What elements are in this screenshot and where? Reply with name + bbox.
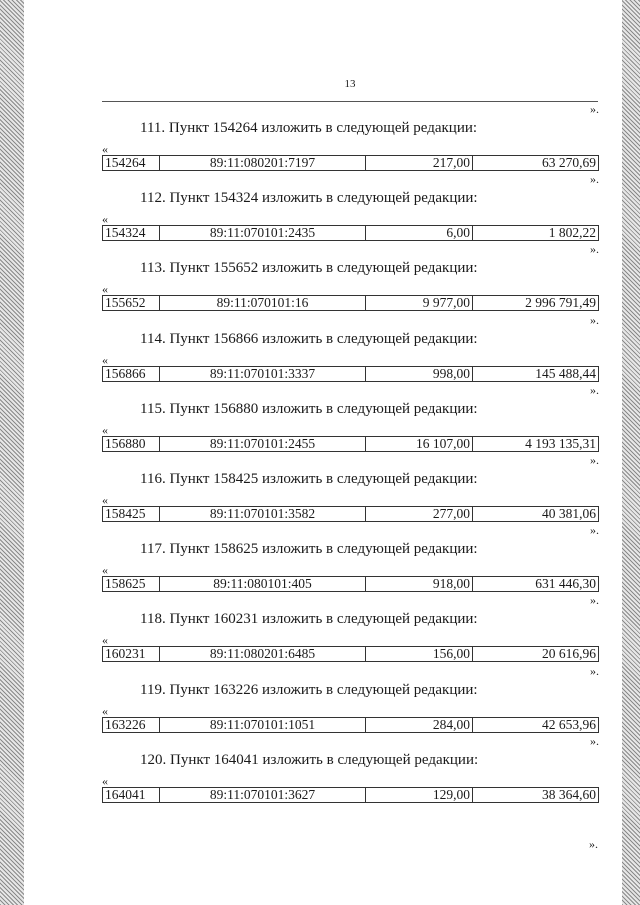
amendment-block (102, 242, 599, 312)
amendment-block (102, 172, 599, 242)
cadastral-number-cell: 89:11:070101:3627 (159, 788, 365, 802)
table-row (102, 436, 599, 452)
value-cell: 42 653,96 (472, 718, 598, 732)
item-number-cell: 163226 (105, 717, 146, 732)
amendment-heading: 120. Пункт 164041 изложить в следующей редакции: (140, 751, 479, 768)
closing-quote: ». (590, 733, 599, 748)
item-number-cell: 160231 (105, 647, 146, 662)
opening-quote: « (102, 633, 108, 648)
value-cell: 4 193 135,31 (472, 437, 598, 451)
closing-quote: ». (590, 663, 599, 678)
opening-quote: « (102, 703, 108, 718)
closing-quote: ». (590, 102, 599, 116)
opening-quote: « (102, 352, 108, 367)
table-row (102, 576, 599, 592)
cadastral-number-cell: 89:11:080101:405 (159, 577, 365, 591)
cadastral-number-cell: 89:11:070101:1051 (159, 718, 365, 732)
value-cell: 1 802,22 (472, 226, 598, 240)
item-number-cell: 154324 (105, 226, 146, 241)
amendment-block (102, 383, 599, 453)
amendment-block (102, 593, 599, 663)
table-row (102, 506, 599, 522)
item-number-cell: 158425 (105, 507, 146, 521)
amendment-block (102, 102, 599, 172)
cadastral-number-cell: 89:11:070101:3582 (159, 507, 365, 521)
closing-quote: ». (589, 837, 598, 851)
item-number-cell: 156880 (105, 436, 146, 451)
value-cell: 40 381,06 (472, 507, 598, 521)
amendment-block (102, 523, 599, 593)
table-row (102, 787, 599, 803)
table-row (102, 717, 599, 733)
closing-quote: ». (590, 593, 599, 608)
area-cell: 998,00 (365, 367, 472, 381)
opening-quote: « (102, 212, 108, 227)
amendment-block (102, 313, 599, 383)
value-cell: 38 364,60 (472, 788, 598, 802)
value-cell: 145 488,44 (472, 367, 598, 381)
cadastral-number-cell: 89:11:080201:7197 (159, 156, 365, 170)
amendment-heading: 117. Пункт 158625 изложить в следующей редакции: (140, 541, 478, 558)
item-number-cell: 158625 (105, 577, 146, 592)
table-row (102, 225, 599, 241)
area-cell: 6,00 (365, 226, 472, 240)
area-cell: 16 107,00 (365, 437, 472, 451)
item-number-cell: 156866 (105, 366, 146, 381)
closing-quote: ». (590, 453, 599, 467)
closing-quote: ». (590, 312, 599, 327)
scan-edge-right (622, 0, 640, 905)
area-cell: 9 977,00 (365, 296, 472, 310)
cadastral-number-cell: 89:11:080201:6485 (159, 647, 365, 661)
amendment-heading: 112. Пункт 154324 изложить в следующей редакции: (140, 190, 478, 207)
closing-quote: ». (590, 523, 599, 538)
amendment-block (102, 734, 599, 804)
item-number-cell: 154264 (105, 156, 146, 170)
item-number-cell: 155652 (105, 296, 146, 311)
table-row (102, 155, 599, 171)
amendment-heading: 116. Пункт 158425 изложить в следующей редакции: (140, 471, 478, 487)
amendment-heading: 114. Пункт 156866 изложить в следующей редакции: (140, 330, 478, 347)
amendment-block (102, 664, 599, 734)
opening-quote: « (102, 773, 108, 788)
page-number: 13 (344, 78, 356, 90)
area-cell: 918,00 (365, 577, 472, 591)
closing-quote: ». (590, 382, 599, 397)
value-cell: 63 270,69 (472, 156, 598, 170)
opening-quote: « (102, 282, 108, 297)
opening-quote: « (102, 142, 108, 156)
amendment-heading: 113. Пункт 155652 изложить в следующей редакции: (140, 260, 478, 277)
area-cell: 277,00 (365, 507, 472, 521)
amendment-heading: 119. Пункт 163226 изложить в следующей редакции: (140, 681, 478, 698)
opening-quote: « (102, 563, 108, 578)
area-cell: 217,00 (365, 156, 472, 170)
value-cell: 20 616,96 (472, 647, 598, 661)
value-cell: 2 996 791,49 (472, 296, 598, 310)
cadastral-number-cell: 89:11:070101:2455 (159, 437, 365, 451)
cadastral-number-cell: 89:11:070101:2435 (159, 226, 365, 240)
opening-quote: « (102, 422, 108, 437)
area-cell: 284,00 (365, 718, 472, 732)
opening-quote: « (102, 493, 108, 507)
value-cell: 631 446,30 (472, 577, 598, 591)
closing-quote: ». (590, 242, 599, 257)
scan-edge-left (0, 0, 24, 905)
amendment-heading: 115. Пункт 156880 изложить в следующей редакции: (140, 400, 478, 417)
closing-quote: ». (590, 172, 599, 187)
amendment-heading: 118. Пункт 160231 изложить в следующей редакции: (140, 611, 478, 628)
cadastral-number-cell: 89:11:070101:3337 (159, 367, 365, 381)
table-row (102, 646, 599, 662)
amendment-block (102, 453, 599, 523)
area-cell: 156,00 (365, 647, 472, 661)
area-cell: 129,00 (365, 788, 472, 802)
table-row (102, 295, 599, 311)
table-row (102, 366, 599, 382)
amendment-heading: 111. Пункт 154264 изложить в следующей редакции: (140, 120, 478, 136)
item-number-cell: 164041 (105, 787, 146, 802)
cadastral-number-cell: 89:11:070101:16 (159, 296, 365, 310)
